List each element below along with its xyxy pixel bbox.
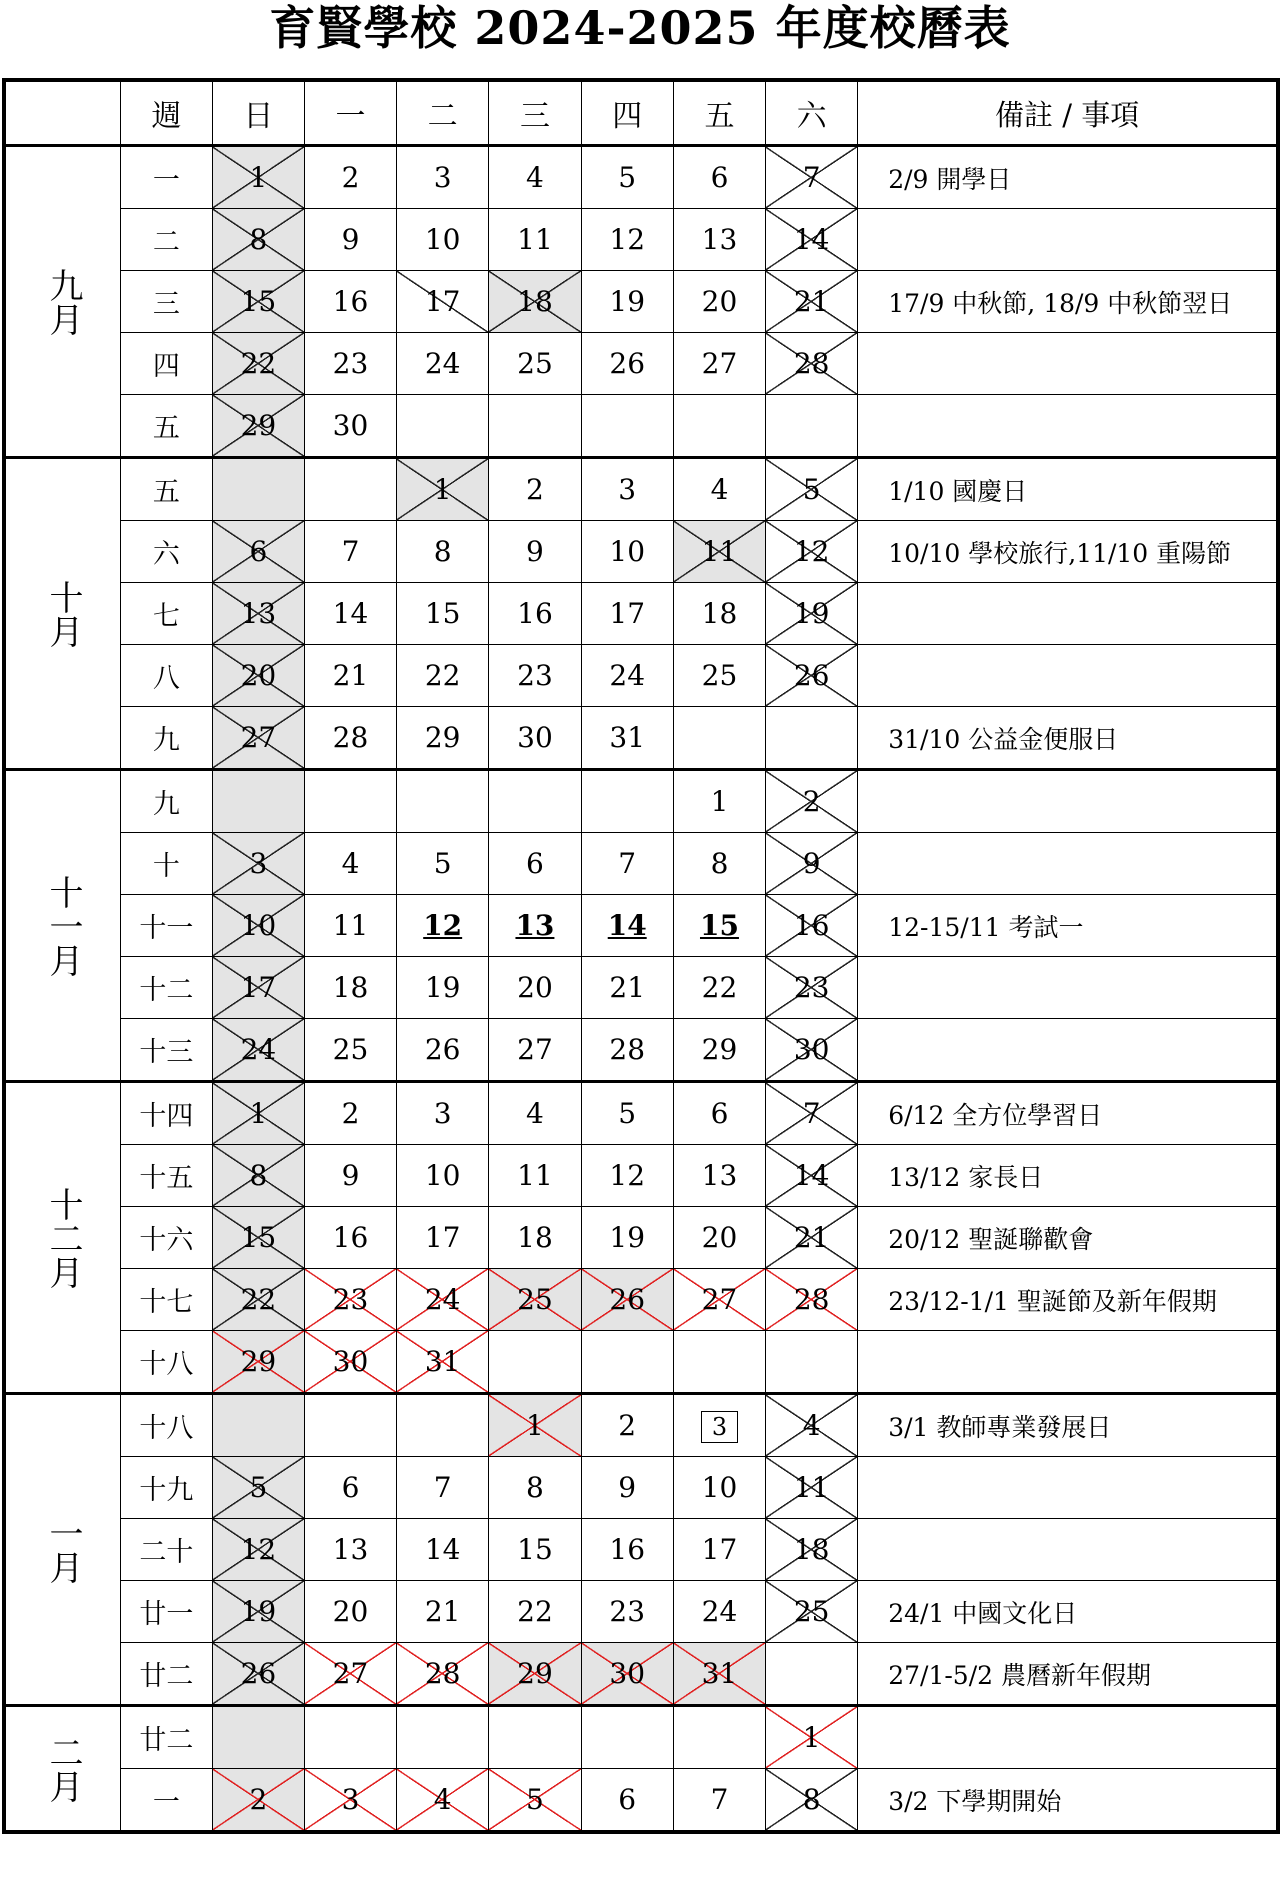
note-cell (858, 957, 1277, 1019)
day-cell (304, 1706, 396, 1769)
week-number: 十三 (121, 1019, 213, 1082)
day-cell: 2 (212, 1769, 304, 1831)
note-cell: 3/2 下學期開始 (858, 1769, 1277, 1831)
day-cell: 30 (766, 1019, 858, 1082)
day-cell: 19 (766, 583, 858, 645)
day-cell (212, 770, 304, 833)
day-cell: 21 (766, 1207, 858, 1269)
note-cell (858, 1457, 1277, 1519)
note-cell: 23/12-1/1 聖誕節及新年假期 (858, 1269, 1277, 1331)
week-row (6, 1082, 1277, 1145)
day-cell: 26 (581, 333, 673, 395)
day-cell: 30 (489, 707, 581, 770)
day-cell: 16 (581, 1519, 673, 1581)
note-cell (858, 1519, 1277, 1581)
day-cell (489, 1706, 581, 1769)
day-cell: 8 (212, 1145, 304, 1207)
note-cell (858, 1331, 1277, 1394)
week-number: 廿二 (121, 1706, 213, 1769)
day-cell: 4 (304, 833, 396, 895)
week-number: 十五 (121, 1145, 213, 1207)
day-cell: 12 (212, 1519, 304, 1581)
day-cell: 7 (397, 1457, 489, 1519)
note-cell: 20/12 聖誕聯歡會 (858, 1207, 1277, 1269)
day-cell (212, 458, 304, 521)
week-row (6, 1643, 1277, 1706)
week-number: 六 (121, 521, 213, 583)
day-cell: 10 (212, 895, 304, 957)
week-row (6, 895, 1277, 957)
week-number: 十八 (121, 1394, 213, 1457)
week-row (6, 957, 1277, 1019)
day-cell: 30 (304, 1331, 396, 1394)
week-number: 四 (121, 333, 213, 395)
week-row (6, 1207, 1277, 1269)
day-cell: 29 (673, 1019, 765, 1082)
day-cell: 7 (766, 1082, 858, 1145)
day-cell: 9 (304, 1145, 396, 1207)
day-cell (397, 1394, 489, 1457)
day-cell: 16 (489, 583, 581, 645)
day-cell: 11 (673, 521, 765, 583)
week-row (6, 1519, 1277, 1581)
day-cell: 27 (304, 1643, 396, 1706)
day-cell: 26 (397, 1019, 489, 1082)
day-cell: 22 (397, 645, 489, 707)
day-cell (581, 395, 673, 458)
day-cell: 5 (766, 458, 858, 521)
day-cell: 16 (304, 1207, 396, 1269)
day-cell: 19 (397, 957, 489, 1019)
day-cell: 23 (304, 1269, 396, 1331)
header-day-thu: 四 (581, 82, 673, 146)
week-row (6, 1145, 1277, 1207)
week-number: 十一 (121, 895, 213, 957)
week-number: 九 (121, 770, 213, 833)
day-cell (489, 770, 581, 833)
day-cell: 26 (212, 1643, 304, 1706)
week-number: 三 (121, 271, 213, 333)
week-row (6, 1581, 1277, 1643)
day-cell: 5 (581, 1082, 673, 1145)
day-cell: 24 (397, 333, 489, 395)
day-cell: 11 (766, 1457, 858, 1519)
note-cell (858, 583, 1277, 645)
day-cell: 30 (581, 1643, 673, 1706)
week-number: 一 (121, 1769, 213, 1831)
day-cell: 4 (766, 1394, 858, 1457)
day-cell: 12 (581, 1145, 673, 1207)
week-row (6, 770, 1277, 833)
day-cell: 6 (673, 146, 765, 209)
day-cell (212, 1394, 304, 1457)
day-cell (489, 1331, 581, 1394)
day-cell: 3 (304, 1769, 396, 1831)
day-cell: 27 (673, 333, 765, 395)
note-cell: 17/9 中秋節, 18/9 中秋節翌日 (858, 271, 1277, 333)
day-cell (212, 1706, 304, 1769)
day-cell: 20 (304, 1581, 396, 1643)
week-row (6, 333, 1277, 395)
header-day-wed: 三 (489, 82, 581, 146)
day-cell: 7 (581, 833, 673, 895)
day-cell: 22 (212, 333, 304, 395)
day-cell: 11 (489, 1145, 581, 1207)
day-cell: 4 (673, 458, 765, 521)
page-title: 育賢學校 2024-2025 年度校曆表 (269, 1, 1011, 55)
day-cell: 5 (581, 146, 673, 209)
day-cell: 29 (212, 1331, 304, 1394)
day-cell: 22 (489, 1581, 581, 1643)
day-cell: 15 (673, 895, 765, 957)
day-cell: 18 (489, 271, 581, 333)
header-row (6, 82, 1277, 146)
week-row (6, 1269, 1277, 1331)
day-cell (304, 458, 396, 521)
week-row (6, 521, 1277, 583)
week-number: 九 (121, 707, 213, 770)
note-cell: 13/12 家長日 (858, 1145, 1277, 1207)
header-day-tue: 二 (397, 82, 489, 146)
day-cell: 14 (397, 1519, 489, 1581)
note-cell: 2/9 開學日 (858, 146, 1277, 209)
day-cell: 29 (397, 707, 489, 770)
day-cell: 17 (581, 583, 673, 645)
day-cell: 18 (489, 1207, 581, 1269)
day-cell: 5 (212, 1457, 304, 1519)
week-number: 十七 (121, 1269, 213, 1331)
day-cell: 14 (766, 209, 858, 271)
day-cell: 17 (212, 957, 304, 1019)
day-cell: 27 (212, 707, 304, 770)
day-cell: 10 (673, 1457, 765, 1519)
day-cell: 9 (581, 1457, 673, 1519)
week-number: 廿一 (121, 1581, 213, 1643)
day-cell: 9 (489, 521, 581, 583)
day-cell: 21 (304, 645, 396, 707)
week-row (6, 1394, 1277, 1457)
day-cell (397, 770, 489, 833)
day-cell: 15 (397, 583, 489, 645)
day-cell: 2 (766, 770, 858, 833)
day-cell: 9 (766, 833, 858, 895)
day-cell: 1 (397, 458, 489, 521)
day-cell: 12 (397, 895, 489, 957)
day-cell: 17 (673, 1519, 765, 1581)
week-row (6, 209, 1277, 271)
day-cell: 15 (212, 271, 304, 333)
day-cell: 17 (397, 271, 489, 333)
day-cell: 20 (489, 957, 581, 1019)
day-cell: 6 (581, 1769, 673, 1831)
note-cell (858, 770, 1277, 833)
header-day-fri: 五 (673, 82, 765, 146)
day-cell: 25 (489, 333, 581, 395)
day-cell (304, 770, 396, 833)
day-cell: 1 (673, 770, 765, 833)
day-cell: 30 (304, 395, 396, 458)
day-cell: 31 (397, 1331, 489, 1394)
day-cell: 1 (212, 1082, 304, 1145)
day-cell: 19 (581, 1207, 673, 1269)
day-cell (766, 1331, 858, 1394)
day-cell (304, 1394, 396, 1457)
day-cell (766, 707, 858, 770)
day-cell: 28 (304, 707, 396, 770)
note-cell: 24/1 中國文化日 (858, 1581, 1277, 1643)
day-cell: 10 (397, 209, 489, 271)
week-number: 十六 (121, 1207, 213, 1269)
day-cell: 25 (304, 1019, 396, 1082)
day-cell: 6 (673, 1082, 765, 1145)
note-cell: 10/10 學校旅行,11/10 重陽節 (858, 521, 1277, 583)
boxed-date: 3 (701, 1411, 738, 1443)
week-number: 十二 (121, 957, 213, 1019)
day-cell (673, 1394, 765, 1457)
day-cell (397, 395, 489, 458)
week-number: 十四 (121, 1082, 213, 1145)
day-cell: 4 (489, 1082, 581, 1145)
note-cell (858, 645, 1277, 707)
day-cell: 26 (581, 1269, 673, 1331)
day-cell: 20 (212, 645, 304, 707)
week-row (6, 645, 1277, 707)
day-cell (581, 1331, 673, 1394)
day-cell: 12 (766, 521, 858, 583)
day-cell: 3 (581, 458, 673, 521)
week-number: 七 (121, 583, 213, 645)
day-cell: 8 (397, 521, 489, 583)
day-cell: 18 (766, 1519, 858, 1581)
day-cell: 6 (489, 833, 581, 895)
header-week: 週 (121, 82, 213, 146)
header-day-sat: 六 (766, 82, 858, 146)
week-row (6, 707, 1277, 770)
day-cell: 13 (489, 895, 581, 957)
day-cell: 2 (304, 146, 396, 209)
day-cell: 29 (212, 395, 304, 458)
day-cell (397, 1706, 489, 1769)
week-row (6, 1769, 1277, 1831)
day-cell: 4 (489, 146, 581, 209)
day-cell (489, 395, 581, 458)
week-row (6, 395, 1277, 458)
note-cell (858, 1706, 1277, 1769)
day-cell: 13 (212, 583, 304, 645)
header-day-mon: 一 (304, 82, 396, 146)
day-cell: 14 (304, 583, 396, 645)
week-number: 廿二 (121, 1643, 213, 1706)
day-cell: 2 (304, 1082, 396, 1145)
week-number: 二十 (121, 1519, 213, 1581)
week-row (6, 833, 1277, 895)
school-calendar (2, 78, 1280, 1834)
note-cell: 31/10 公益金便服日 (858, 707, 1277, 770)
day-cell (581, 1706, 673, 1769)
week-row (6, 1019, 1277, 1082)
day-cell: 23 (581, 1581, 673, 1643)
day-cell: 24 (581, 645, 673, 707)
day-cell: 4 (397, 1769, 489, 1831)
day-cell (581, 770, 673, 833)
day-cell: 13 (673, 209, 765, 271)
day-cell: 21 (581, 957, 673, 1019)
day-cell: 26 (766, 645, 858, 707)
week-number: 五 (121, 395, 213, 458)
day-cell: 1 (212, 146, 304, 209)
day-cell (673, 395, 765, 458)
month-label: 一月 (6, 1394, 121, 1706)
week-row (6, 1331, 1277, 1394)
day-cell: 13 (673, 1145, 765, 1207)
day-cell: 22 (673, 957, 765, 1019)
day-cell: 10 (397, 1145, 489, 1207)
day-cell: 15 (489, 1519, 581, 1581)
month-label: 九月 (6, 146, 121, 458)
day-cell: 31 (673, 1643, 765, 1706)
week-number: 十九 (121, 1457, 213, 1519)
day-cell: 18 (673, 583, 765, 645)
day-cell: 8 (673, 833, 765, 895)
note-cell (858, 333, 1277, 395)
day-cell (673, 1331, 765, 1394)
day-cell: 28 (766, 1269, 858, 1331)
day-cell: 18 (304, 957, 396, 1019)
day-cell: 7 (673, 1769, 765, 1831)
day-cell: 8 (766, 1769, 858, 1831)
day-cell: 31 (581, 707, 673, 770)
note-cell: 6/12 全方位學習日 (858, 1082, 1277, 1145)
day-cell: 19 (212, 1581, 304, 1643)
day-cell: 19 (581, 271, 673, 333)
day-cell: 5 (397, 833, 489, 895)
day-cell: 5 (489, 1769, 581, 1831)
day-cell: 12 (581, 209, 673, 271)
header-month-cell (6, 82, 121, 146)
day-cell: 13 (304, 1519, 396, 1581)
day-cell: 22 (212, 1269, 304, 1331)
day-cell: 11 (489, 209, 581, 271)
day-cell: 29 (489, 1643, 581, 1706)
week-number: 五 (121, 458, 213, 521)
day-cell: 20 (673, 1207, 765, 1269)
day-cell: 28 (397, 1643, 489, 1706)
day-cell: 2 (489, 458, 581, 521)
note-cell: 27/1-5/2 農曆新年假期 (858, 1643, 1277, 1706)
day-cell: 1 (766, 1706, 858, 1769)
note-cell: 1/10 國慶日 (858, 458, 1277, 521)
day-cell: 7 (766, 146, 858, 209)
week-row (6, 1706, 1277, 1769)
day-cell: 25 (766, 1581, 858, 1643)
week-number: 十八 (121, 1331, 213, 1394)
week-row (6, 458, 1277, 521)
day-cell: 28 (766, 333, 858, 395)
day-cell: 3 (397, 146, 489, 209)
day-cell: 21 (766, 271, 858, 333)
day-cell (766, 1643, 858, 1706)
day-cell: 25 (489, 1269, 581, 1331)
day-cell: 1 (489, 1394, 581, 1457)
calendar-table (5, 81, 1277, 1831)
day-cell: 25 (673, 645, 765, 707)
day-cell: 14 (581, 895, 673, 957)
day-cell: 21 (397, 1581, 489, 1643)
day-cell: 14 (766, 1145, 858, 1207)
day-cell: 10 (581, 521, 673, 583)
day-cell: 6 (304, 1457, 396, 1519)
note-cell (858, 395, 1277, 458)
day-cell (673, 1706, 765, 1769)
month-label: 十一月 (6, 770, 121, 1082)
week-row (6, 271, 1277, 333)
week-row (6, 583, 1277, 645)
month-label: 十二月 (6, 1082, 121, 1394)
day-cell (673, 707, 765, 770)
day-cell: 27 (673, 1269, 765, 1331)
week-number: 二 (121, 209, 213, 271)
note-cell: 12-15/11 考試一 (858, 895, 1277, 957)
note-cell (858, 833, 1277, 895)
day-cell (766, 395, 858, 458)
week-number: 八 (121, 645, 213, 707)
header-day-sun: 日 (212, 82, 304, 146)
week-row (6, 146, 1277, 209)
note-cell (858, 1019, 1277, 1082)
day-cell: 23 (304, 333, 396, 395)
day-cell: 17 (397, 1207, 489, 1269)
week-number: 一 (121, 146, 213, 209)
week-number: 十 (121, 833, 213, 895)
day-cell: 8 (489, 1457, 581, 1519)
month-label: 二月 (6, 1706, 121, 1831)
day-cell: 3 (397, 1082, 489, 1145)
day-cell: 11 (304, 895, 396, 957)
day-cell: 7 (304, 521, 396, 583)
day-cell: 28 (581, 1019, 673, 1082)
note-cell (858, 209, 1277, 271)
day-cell: 3 (212, 833, 304, 895)
day-cell: 23 (766, 957, 858, 1019)
day-cell: 9 (304, 209, 396, 271)
day-cell: 23 (489, 645, 581, 707)
day-cell: 24 (397, 1269, 489, 1331)
day-cell: 27 (489, 1019, 581, 1082)
day-cell: 8 (212, 209, 304, 271)
note-cell: 3/1 教師專業發展日 (858, 1394, 1277, 1457)
day-cell: 24 (673, 1581, 765, 1643)
month-label: 十月 (6, 458, 121, 770)
header-notes: 備註 / 事項 (858, 82, 1277, 146)
week-row (6, 1457, 1277, 1519)
day-cell: 20 (673, 271, 765, 333)
day-cell: 6 (212, 521, 304, 583)
day-cell: 2 (581, 1394, 673, 1457)
day-cell: 16 (304, 271, 396, 333)
day-cell: 15 (212, 1207, 304, 1269)
day-cell: 24 (212, 1019, 304, 1082)
day-cell: 16 (766, 895, 858, 957)
